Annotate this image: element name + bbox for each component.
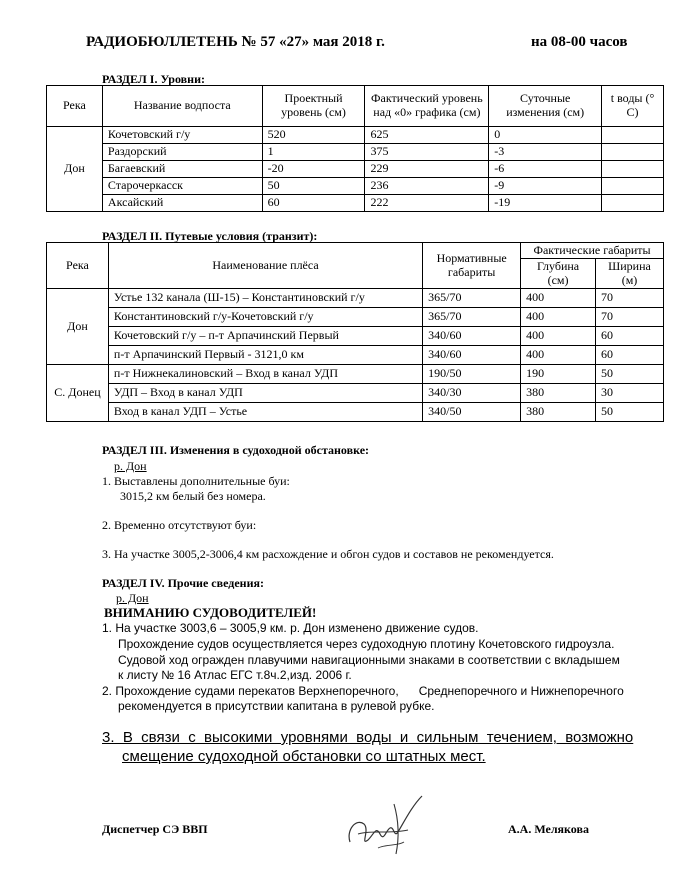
table-row <box>47 195 664 212</box>
signature-image <box>338 790 434 862</box>
depth: 400 <box>521 327 596 346</box>
water-temp <box>602 127 664 144</box>
bulletin-time: на 08-00 часов <box>531 34 628 50</box>
width: 60 <box>596 346 664 365</box>
river-cell: Дон <box>47 127 103 212</box>
depth: 380 <box>521 384 596 403</box>
col-river: Река <box>47 243 109 289</box>
table-row <box>47 365 664 384</box>
normative: 365/70 <box>423 289 521 308</box>
table-row <box>47 384 664 403</box>
actual-level: 222 <box>365 195 489 212</box>
section4-item1-line3: Судовой ход огражден плавучими навигационными знаками в соответствии с вкладышем <box>118 653 620 667</box>
section4-item1-line4: к листу № 16 Атлас ЕГС т.8ч.2,изд. 2006 г. <box>118 668 352 682</box>
section3-item1-detail: 3015,2 км белый без номера. <box>120 489 266 503</box>
section4-item3-line1: 3. В связи с высокими уровнями воды и сильным течением, возможно <box>102 729 634 746</box>
table-row <box>47 327 664 346</box>
section2-title: РАЗДЕЛ II. Путевые условия (транзит): <box>102 229 318 243</box>
table-row <box>47 127 664 144</box>
section3-item1: 1. Выставлены дополнительные буи: <box>102 474 290 488</box>
route-table <box>46 242 664 422</box>
section3-title: РАЗДЕЛ III. Изменения в судоходной обстановке: <box>102 443 370 457</box>
daily-change: -3 <box>489 144 602 161</box>
levels-header-row <box>47 86 664 127</box>
water-temp <box>602 161 664 178</box>
section4-item2-line2: рекомендуется в присутствии капитана в рулевой рубке. <box>118 699 435 713</box>
col-reach-name: Наименование плёса <box>108 243 422 289</box>
water-temp <box>602 178 664 195</box>
reach-name: УДП – Вход в канал УДП <box>108 384 422 403</box>
project-level: 520 <box>262 127 365 144</box>
daily-change: -9 <box>489 178 602 195</box>
daily-change: -19 <box>489 195 602 212</box>
project-level: -20 <box>262 161 365 178</box>
width: 30 <box>596 384 664 403</box>
post-name: Багаевский <box>102 161 262 178</box>
water-temp <box>602 144 664 161</box>
col-daily-change: Суточные изменения (см) <box>489 86 602 127</box>
dispatcher-name: А.А. Мелякова <box>508 822 589 836</box>
section4-item1-line2: Прохождение судов осуществляется через судоходную плотину Кочетовского гидроузла. <box>118 637 615 651</box>
col-actual-level: Фактический уровень над «0» графика (см) <box>365 86 489 127</box>
section4-river: р. Дон <box>116 591 149 605</box>
section4-item1-line1: 1. На участке 3003,6 – 3005,9 км. р. Дон изменено движение судов. <box>102 621 479 635</box>
table-row <box>47 403 664 422</box>
actual-level: 625 <box>365 127 489 144</box>
normative: 340/50 <box>423 403 521 422</box>
section3-river: р. Дон <box>114 459 147 473</box>
depth: 400 <box>521 346 596 365</box>
bulletin-title: РАДИОБЮЛЛЕТЕНЬ № 57 «27» мая 2018 г. <box>86 34 385 50</box>
normative: 365/70 <box>423 308 521 327</box>
section1-title: РАЗДЕЛ I. Уровни: <box>102 72 205 86</box>
width: 50 <box>596 365 664 384</box>
reach-name: п-т Арпачинский Первый - 3121,0 км <box>108 346 422 365</box>
table-row <box>47 289 664 308</box>
daily-change: -6 <box>489 161 602 178</box>
section4-item3-line2: смещение судоходной обстановки со штатных мест. <box>122 748 486 765</box>
col-river: Река <box>47 86 103 127</box>
daily-change: 0 <box>489 127 602 144</box>
project-level: 50 <box>262 178 365 195</box>
reach-name: Вход в канал УДП – Устье <box>108 403 422 422</box>
river-cell: Дон <box>47 289 109 365</box>
attention-heading: ВНИМАНИЮ СУДОВОДИТЕЛЕЙ! <box>104 605 317 620</box>
normative: 340/60 <box>423 327 521 346</box>
normative: 340/30 <box>423 384 521 403</box>
post-name: Раздорский <box>102 144 262 161</box>
section4-item2-line1: 2. Прохождение судами перекатов Верхнепоречного, Среднепоречного и Нижнепоречного <box>102 684 624 698</box>
actual-level: 375 <box>365 144 489 161</box>
table-row <box>47 144 664 161</box>
water-temp <box>602 195 664 212</box>
normative: 340/60 <box>423 346 521 365</box>
width: 70 <box>596 308 664 327</box>
col-post-name: Название водпоста <box>102 86 262 127</box>
post-name: Старочеркасск <box>102 178 262 195</box>
section3-item2: 2. Временно отсутствуют буи: <box>102 518 257 532</box>
reach-name: Кочетовский г/у – п-т Арпачинский Первый <box>108 327 422 346</box>
section4-title: РАЗДЕЛ IV. Прочие сведения: <box>102 576 264 590</box>
post-name: Аксайский <box>102 195 262 212</box>
depth: 400 <box>521 308 596 327</box>
project-level: 1 <box>262 144 365 161</box>
normative: 190/50 <box>423 365 521 384</box>
signature <box>338 790 434 862</box>
depth: 190 <box>521 365 596 384</box>
width: 50 <box>596 403 664 422</box>
river-cell: С. Донец <box>47 365 109 422</box>
depth: 400 <box>521 289 596 308</box>
reach-name: п-т Нижнекалиновский – Вход в канал УДП <box>108 365 422 384</box>
actual-level: 236 <box>365 178 489 195</box>
col-actual: Фактические габариты <box>521 243 664 259</box>
col-normative: Нормативные габариты <box>423 243 521 289</box>
reach-name: Устье 132 канала (Ш-15) – Константиновский г/у <box>108 289 422 308</box>
width: 60 <box>596 327 664 346</box>
table-row <box>47 308 664 327</box>
levels-table <box>46 85 664 212</box>
dispatcher-role: Диспетчер СЭ ВВП <box>102 822 208 836</box>
route-header-row <box>47 243 664 259</box>
depth: 380 <box>521 403 596 422</box>
col-width: Ширина (м) <box>596 259 664 289</box>
col-water-temp: t воды (° С) <box>602 86 664 127</box>
col-depth: Глубина (см) <box>521 259 596 289</box>
section3-item3: 3. На участке 3005,2-3006,4 км расхождение и обгон судов и составов не рекомендуется. <box>102 547 554 561</box>
table-row <box>47 161 664 178</box>
width: 70 <box>596 289 664 308</box>
actual-level: 229 <box>365 161 489 178</box>
table-row <box>47 178 664 195</box>
table-row <box>47 346 664 365</box>
reach-name: Константиновский г/у-Кочетовский г/у <box>108 308 422 327</box>
post-name: Кочетовский г/у <box>102 127 262 144</box>
col-project-level: Проектный уровень (см) <box>262 86 365 127</box>
project-level: 60 <box>262 195 365 212</box>
